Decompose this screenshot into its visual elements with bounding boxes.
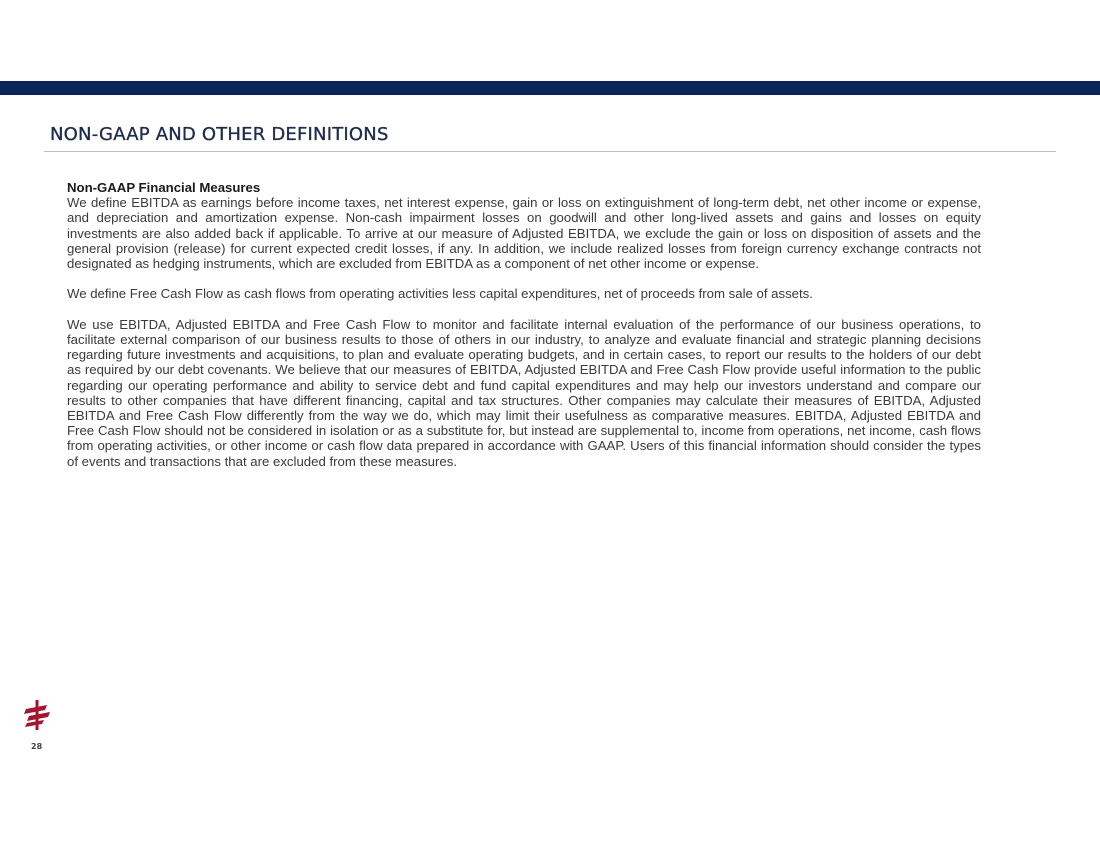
page-title: NON-GAAP AND OTHER DEFINITIONS xyxy=(50,124,389,145)
page-number: 28 xyxy=(31,742,43,751)
title-divider xyxy=(44,151,1056,152)
paragraph-ebitda-definition: We define EBITDA as earnings before income taxes, net interest expense, gain or loss on extinguishment of long-term debt, net other income or expense, and depreciation and amortization expense. Non-cash impairment losses on goodwill and other long-lived assets and gains and losses on equity investments are also added back if applicable. To arrive at our measure of Adjusted EBITDA, we exclude the gain or loss on disposition of assets and the general provision (release) for current expected credit losses, if any. In addition, we include realized losses from foreign currency exchange contracts not designated as hedging instruments, which are excluded from EBITDA as a component of net other income or expense. xyxy=(67,195,981,272)
section-heading: Non-GAAP Financial Measures xyxy=(67,180,261,195)
paragraph-free-cash-flow-definition: We define Free Cash Flow as cash flows from operating activities less capital expenditures, net of proceeds from sale of assets. xyxy=(67,286,813,302)
company-logo-icon xyxy=(24,700,50,730)
definitions-body xyxy=(67,180,981,484)
header-band xyxy=(0,81,1100,95)
paragraph-usage-explanation: We use EBITDA, Adjusted EBITDA and Free Cash Flow to monitor and facilitate internal evaluation of the performance of our business operations, to facilitate external comparison of our business results to those of others in our industry, to analyze and evaluate financial and strategic planning decisions regarding future investments and acquisitions, to plan and evaluate operating budgets, and in certain cases, to report our results to the holders of our debt as required by our debt covenants. We believe that our measures of EBITDA, Adjusted EBITDA and Free Cash Flow provide useful information to the public regarding our operating performance and ability to service debt and fund capital expenditures and may help our investors understand and compare our results to other companies that have different financing, capital and tax structures. Other companies may calculate their measures of EBITDA, Adjusted EBITDA and Free Cash Flow differently from the way we do, which may limit their usefulness as comparative measures. EBITDA, Adjusted EBITDA and Free Cash Flow should not be considered in isolation or as a substitute for, but instead are supplemental to, income from operations, net income, cash flows from operating activities, or other income or cash flow data prepared in accordance with GAAP. Users of this financial information should consider the types of events and transactions that are excluded from these measures. xyxy=(67,316,981,469)
